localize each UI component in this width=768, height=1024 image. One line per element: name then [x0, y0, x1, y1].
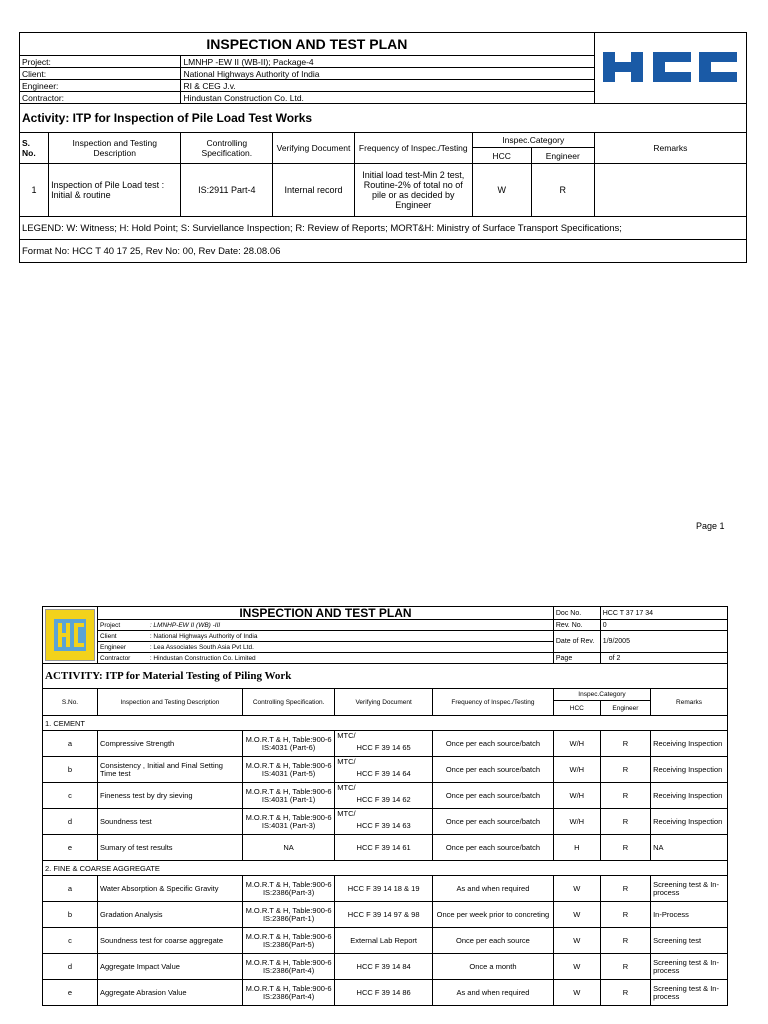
row-sno: c	[43, 783, 98, 809]
row-engineer: R	[600, 731, 650, 757]
meta-engineer-value: RI & CEG J.v.	[181, 80, 594, 92]
meta-project-2-value: : LMNHP-EW II (WB) -III	[149, 621, 221, 629]
header-description: Inspection and Testing Description	[49, 133, 181, 164]
row-engineer: R	[531, 164, 594, 217]
page-value: of 2	[600, 653, 727, 664]
header-remarks-2: Remarks	[651, 689, 728, 716]
meta-client-2	[98, 631, 554, 642]
header-specification: Controlling Specification.	[181, 133, 273, 164]
row-frequency: Initial load test-Min 2 test, Routine-2% of total no of pile or as decided by Engineer	[354, 164, 472, 217]
meta-project-key: Project:	[20, 56, 181, 68]
row-specification: M.O.R.T & H, Table:900-6 IS:2386(Part-4)	[242, 980, 334, 1006]
row-frequency: Once per each source/batch	[432, 783, 553, 809]
meta-contractor-key: Contractor:	[20, 92, 181, 104]
header-verifying-document: Verifying Document	[273, 133, 355, 164]
row-frequency: As and when required	[432, 980, 553, 1006]
row-engineer: R	[600, 835, 650, 861]
row-remarks: In-Process	[651, 902, 728, 928]
legend: LEGEND: W: Witness; H: Hold Point; S: Surviellance Inspection; R: Review of Reports; MORT&H: Ministry of Surface Transport Specifications;	[20, 217, 747, 240]
header-hcc: HCC	[472, 148, 531, 164]
page-key: Page	[553, 653, 600, 664]
row-engineer: R	[600, 783, 650, 809]
date-of-rev-key: Date of Rev.	[553, 631, 600, 653]
hcc-logo-2	[43, 607, 98, 664]
row-description: Compressive Strength	[98, 731, 243, 757]
table-row	[43, 783, 728, 809]
row-engineer: R	[600, 876, 650, 902]
row-verifying-document: HCC F 39 14 86	[335, 980, 433, 1006]
itp-document-1	[19, 32, 747, 263]
row-frequency: Once per each source/batch	[432, 757, 553, 783]
row-sno: a	[43, 731, 98, 757]
row-remarks: Screening test & In-process	[651, 980, 728, 1006]
table-row	[43, 980, 728, 1006]
row-description: Aggregate Abrasion Value	[98, 980, 243, 1006]
row-verifying-document	[335, 809, 433, 835]
table-row	[43, 876, 728, 902]
meta-contractor-value: Hindustan Construction Co. Ltd.	[181, 92, 594, 104]
row-frequency: Once a month	[432, 954, 553, 980]
itp-table-1	[19, 32, 747, 263]
itp-document-2	[42, 606, 728, 1006]
row-hcc: W	[553, 954, 600, 980]
row-sno: b	[43, 902, 98, 928]
header-inspection-category: Inspec.Category	[472, 133, 594, 148]
itp-table-2-body	[43, 716, 728, 1006]
row-verifying-document-prefix: MTC/	[337, 809, 356, 818]
row-verifying-document-number: HCC F 39 14 63	[356, 821, 411, 830]
row-remarks	[594, 164, 746, 217]
row-frequency: Once per each source/batch	[432, 835, 553, 861]
table-row	[43, 954, 728, 980]
row-remarks: Screening test & In-process	[651, 954, 728, 980]
meta-project-value: LMNHP -EW II (WB-II); Package-4	[181, 56, 594, 68]
row-verifying-document: HCC F 39 14 61	[335, 835, 433, 861]
row-engineer: R	[600, 902, 650, 928]
header-sno: S. No.	[20, 133, 49, 164]
page-label: Page 1	[696, 521, 725, 531]
activity-title: Activity: ITP for Inspection of Pile Load Test Works	[20, 104, 747, 133]
rev-no-key: Rev. No.	[553, 620, 600, 631]
row-remarks: Receiving Inspection	[651, 731, 728, 757]
row-engineer: R	[600, 928, 650, 954]
row-sno: c	[43, 928, 98, 954]
row-description: Fineness test by dry sieving	[98, 783, 243, 809]
header-verifying-document-2: Verifying Document	[335, 689, 433, 716]
meta-client-value: National Highways Authority of India	[181, 68, 594, 80]
row-remarks: Receiving Inspection	[651, 783, 728, 809]
header-frequency: Frequency of Inspec./Testing	[354, 133, 472, 164]
row-hcc: W/H	[553, 809, 600, 835]
table-row	[43, 731, 728, 757]
meta-contractor-2-value: : Hindustan Construction Co. Limited	[149, 654, 256, 662]
row-hcc: W	[553, 980, 600, 1006]
header-engineer: Engineer	[531, 148, 594, 164]
section-title: 1. CEMENT	[43, 716, 728, 731]
row-hcc: H	[553, 835, 600, 861]
row-specification: IS:2911 Part-4	[181, 164, 273, 217]
row-frequency: Once per each source/batch	[432, 731, 553, 757]
row-engineer: R	[600, 809, 650, 835]
header-inspection-category-2: Inspec.Category	[553, 689, 650, 701]
row-hcc: W	[472, 164, 531, 217]
meta-engineer-key: Engineer:	[20, 80, 181, 92]
row-remarks: Screening test & In-process	[651, 876, 728, 902]
header-specification-2: Controlling Specification.	[242, 689, 334, 716]
row-verifying-document: HCC F 39 14 18 & 19	[335, 876, 433, 902]
meta-client-2-value: : National Highways Authority of India	[149, 632, 258, 640]
row-frequency: Once per week prior to concreting	[432, 902, 553, 928]
row-hcc: W	[553, 876, 600, 902]
row-sno: b	[43, 757, 98, 783]
row-specification: M.O.R.T & H, Table:900-6 IS:4031 (Part-5)	[242, 757, 334, 783]
table-row	[43, 902, 728, 928]
document-title-2: INSPECTION AND TEST PLAN	[98, 607, 554, 620]
format-number: Format No: HCC T 40 17 25, Rev No: 00, Rev Date: 28.08.06	[20, 240, 747, 263]
row-specification: M.O.R.T & H, Table:900-6 IS:4031 (Part-3)	[242, 809, 334, 835]
row-sno: e	[43, 980, 98, 1006]
header-engineer-2: Engineer	[600, 701, 650, 716]
row-specification: M.O.R.T & H, Table:900-6 IS:4031 (Part-6)	[242, 731, 334, 757]
row-specification: M.O.R.T & H, Table:900-6 IS:4031 (Part-1)	[242, 783, 334, 809]
itp-table-2	[42, 606, 728, 1006]
meta-engineer-2-value: : Lea Associates South Asia Pvt Ltd.	[149, 643, 254, 651]
date-of-rev-value: 1/9/2005	[600, 631, 727, 653]
row-specification: M.O.R.T & H, Table:900-6 IS:2386(Part-5)	[242, 928, 334, 954]
row-hcc: W/H	[553, 783, 600, 809]
table-row	[43, 809, 728, 835]
row-frequency: As and when required	[432, 876, 553, 902]
row-verifying-document: External Lab Report	[335, 928, 433, 954]
row-description: Consistency , Initial and Final Setting Time test	[98, 757, 243, 783]
table-row	[43, 928, 728, 954]
meta-engineer-2	[98, 642, 554, 653]
section-header	[43, 861, 728, 876]
row-engineer: R	[600, 757, 650, 783]
row-verifying-document-number: HCC F 39 14 62	[356, 795, 411, 804]
row-remarks: Screening test	[651, 928, 728, 954]
row-hcc: W	[553, 902, 600, 928]
row-sno: d	[43, 809, 98, 835]
meta-engineer-2-key: Engineer	[100, 643, 127, 651]
row-verifying-document-prefix: MTC/	[337, 783, 356, 792]
activity-title-2: ACTIVITY: ITP for Material Testing of Piling Work	[43, 664, 728, 689]
header-frequency-2: Frequency of Inspec./Testing	[432, 689, 553, 716]
meta-project-2	[98, 620, 554, 631]
table-row	[43, 835, 728, 861]
row-description: Soundness test	[98, 809, 243, 835]
header-sno-2: S.No.	[43, 689, 98, 716]
row-description: Sumary of test results	[98, 835, 243, 861]
row-verifying-document: HCC F 39 14 84	[335, 954, 433, 980]
rev-no-value: 0	[600, 620, 727, 631]
row-sno: a	[43, 876, 98, 902]
section-title: 2. FINE & COARSE AGGREGATE	[43, 861, 728, 876]
doc-no-value: HCC T 37 17 34	[600, 607, 727, 620]
row-specification: M.O.R.T & H, Table:900-6 IS:2386(Part-1)	[242, 902, 334, 928]
row-description: Water Absorption & Specific Gravity	[98, 876, 243, 902]
row-engineer: R	[600, 980, 650, 1006]
meta-client-key: Client:	[20, 68, 181, 80]
meta-project-2-key: Project	[100, 621, 121, 629]
row-remarks: NA	[651, 835, 728, 861]
row-hcc: W	[553, 928, 600, 954]
table-row	[20, 164, 747, 217]
row-verifying-document-number: HCC F 39 14 65	[356, 743, 411, 752]
row-verifying-document	[335, 783, 433, 809]
row-frequency: Once per each source	[432, 928, 553, 954]
hcc-logo-icon	[601, 50, 739, 84]
row-description: Soundness test for coarse aggregate	[98, 928, 243, 954]
row-verifying-document: Internal record	[273, 164, 355, 217]
row-description: Aggregate Impact Value	[98, 954, 243, 980]
row-verifying-document: HCC F 39 14 97 & 98	[335, 902, 433, 928]
row-frequency: Once per each source/batch	[432, 809, 553, 835]
row-specification: NA	[242, 835, 334, 861]
row-sno: e	[43, 835, 98, 861]
row-hcc: W/H	[553, 757, 600, 783]
row-specification: M.O.R.T & H, Table:900-6 IS:2386(Part-3)	[242, 876, 334, 902]
row-remarks: Receiving Inspection	[651, 809, 728, 835]
header-hcc-2: HCC	[553, 701, 600, 716]
row-verifying-document-prefix: MTC/	[337, 731, 356, 740]
row-description: Gradation Analysis	[98, 902, 243, 928]
document-title: INSPECTION AND TEST PLAN	[20, 33, 595, 56]
row-verifying-document-number: HCC F 39 14 64	[356, 769, 411, 778]
header-description-2: Inspection and Testing Description	[98, 689, 243, 716]
row-hcc: W/H	[553, 731, 600, 757]
meta-contractor-2	[98, 653, 554, 664]
doc-no-key: Doc No.	[553, 607, 600, 620]
hcc-logo	[594, 33, 746, 104]
row-sno: d	[43, 954, 98, 980]
row-specification: M.O.R.T & H, Table:900-6 IS:2386(Part-4)	[242, 954, 334, 980]
row-description: Inspection of Pile Load test : Initial & routine	[49, 164, 181, 217]
row-sno: 1	[20, 164, 49, 217]
hcc-logo-2-icon	[45, 609, 95, 661]
header-remarks: Remarks	[594, 133, 746, 164]
row-engineer: R	[600, 954, 650, 980]
row-remarks: Receiving Inspection	[651, 757, 728, 783]
meta-contractor-2-key: Contractor	[100, 654, 131, 662]
table-row	[43, 757, 728, 783]
row-verifying-document	[335, 757, 433, 783]
row-verifying-document	[335, 731, 433, 757]
section-header	[43, 716, 728, 731]
meta-client-2-key: Client	[100, 632, 117, 640]
row-verifying-document-prefix: MTC/	[337, 757, 356, 766]
